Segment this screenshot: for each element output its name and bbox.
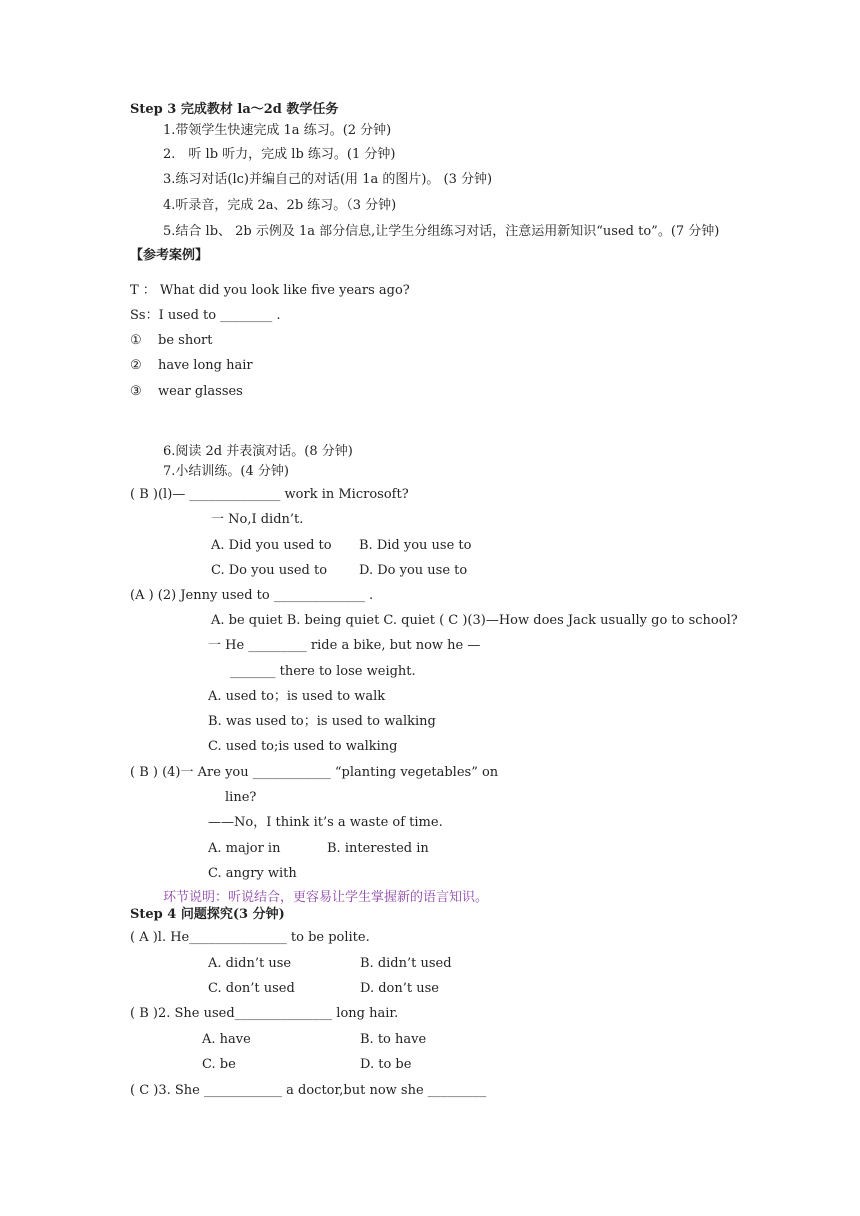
step4-question-1-option-c: C. don’t used	[208, 981, 295, 996]
exercise-3-line-1: 一 He _________ ride a bike, but now he —	[208, 638, 481, 653]
option-number: ②	[130, 358, 142, 373]
step3-task-4: 4.听录音，完成 2a、2b 练习。（3 分钟)	[163, 198, 397, 213]
step4-question-1-option-a: A. didn’t use	[208, 956, 292, 971]
option-number: ③	[130, 384, 142, 399]
step4-question-1-option-d: D. don’t use	[360, 981, 439, 996]
exercise-3-option-a: A. used to；is used to walk	[208, 689, 386, 704]
step4-question-2-option-d: D. to be	[360, 1057, 412, 1072]
exercise-1-option-d: D. Do you use to	[359, 563, 468, 578]
option-text: wear glasses	[158, 384, 243, 399]
exercise-4-option-c: C. angry with	[208, 866, 297, 881]
exercise-4-option-a: A. major in	[208, 841, 281, 856]
step4-question-2-option-c: C. be	[202, 1057, 236, 1072]
exercise-2-options: A. be quiet B. being quiet C. quiet ( C )(3)—How does Jack usually go to school?	[211, 613, 738, 628]
exercise-4-reply: ——No，I think it’s a waste of time.	[208, 815, 443, 830]
exercise-4-stem: ( B ) (4)一 Are you ____________ “planting vegetables” on	[130, 765, 499, 780]
step4-question-1-option-b: B. didn’t used	[360, 956, 452, 971]
exercise-1-reply: 一 No,I didn’t.	[211, 512, 304, 527]
section-note: 环节说明：听说结合，更容易让学生掌握新的语言知识。	[163, 890, 489, 905]
exercise-3-option-b: B. was used to；is used to walking	[208, 714, 436, 729]
exercise-1-option-a: A. Did you used to	[211, 538, 332, 553]
exercise-3-line-2: _______ there to lose weight.	[230, 664, 416, 679]
exercise-2-stem: (A ) (2) Jenny used to ______________ .	[130, 588, 374, 603]
exercise-1-option-b: B. Did you use to	[359, 538, 472, 553]
step4-question-3-stem: ( C )3. She ____________ a doctor,but now she _________	[130, 1083, 487, 1098]
option-text: be short	[158, 333, 213, 348]
students-line: Ss：I used to ________ .	[130, 308, 281, 323]
task-7: 7.小结训练。(4 分钟)	[163, 464, 289, 479]
step4-title: Step 4 问题探究(3 分钟)	[130, 907, 285, 922]
step3-task-1: 1.带领学生快速完成 1a 练习。(2 分钟)	[163, 123, 392, 138]
option-number: ①	[130, 333, 142, 348]
task-6: 6.阅读 2d 并表演对话。(8 分钟)	[163, 444, 353, 459]
step4-question-2-option-a: A. have	[202, 1032, 251, 1047]
exercise-4-stem-continued: line?	[225, 790, 257, 805]
step4-question-2-option-b: B. to have	[360, 1032, 427, 1047]
step3-title: Step 3 完成教材 la～2d 教学任务	[130, 102, 339, 117]
step4-question-1-stem: ( A )l. He_______________ to be polite.	[130, 930, 370, 945]
step3-task-2: 2. 听 lb 听力，完成 lb 练习。(1 分钟)	[163, 147, 396, 162]
exercise-4-option-b: B. interested in	[327, 841, 429, 856]
exercise-3-option-c: C. used to;is used to walking	[208, 739, 398, 754]
reference-header: 【参考案例】	[130, 248, 209, 263]
step4-question-2-stem: ( B )2. She used_______________ long hair.	[130, 1006, 399, 1021]
teacher-line: T ： What did you look like five years ago?	[130, 283, 410, 298]
exercise-1-option-c: C. Do you used to	[211, 563, 328, 578]
option-text: have long hair	[158, 358, 253, 373]
step3-task-3: 3.练习对话(lc)并编自己的对话(用 1a 的图片)。 (3 分钟)	[163, 172, 493, 187]
step3-task-5: 5.结合 lb、 2b 示例及 1a 部分信息,让学生分组练习对话，注意运用新知识“used to”。(7 分钟)	[163, 224, 720, 239]
exercise-1-stem: ( B )(l)— ______________ work in Microsoft?	[130, 487, 409, 502]
